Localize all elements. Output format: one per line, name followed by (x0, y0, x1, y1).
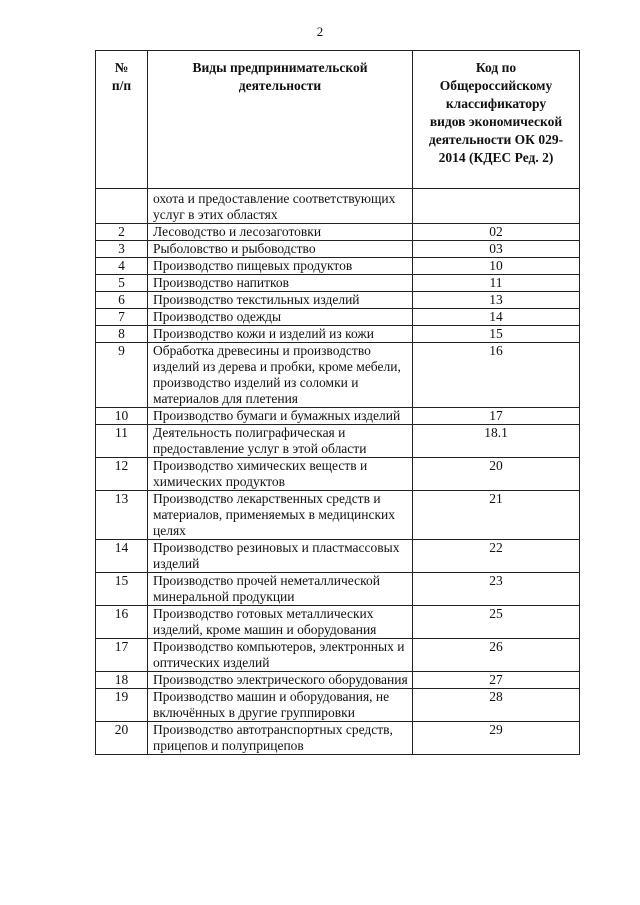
table-row (96, 573, 580, 606)
table-row (96, 672, 580, 689)
table-row (96, 241, 580, 258)
row-activity-code: 17 (413, 408, 580, 425)
header-activity: Виды предпринимательской деятельности (148, 51, 413, 189)
table-row (96, 689, 580, 722)
row-activity-name: Производство текстильных изделий (148, 292, 413, 309)
row-number: 10 (96, 408, 148, 425)
row-activity-name: Производство бумаги и бумажных изделий (148, 408, 413, 425)
table-row (96, 292, 580, 309)
header-code: Код по Общероссийскому классификатору видов экономической деятельности ОК 029-2014 (КДЕС Ред. 2) (413, 51, 580, 189)
row-activity-code: 20 (413, 458, 580, 491)
table-body (96, 189, 580, 755)
row-activity-name: Лесоводство и лесозаготовки (148, 224, 413, 241)
row-activity-name: Производство кожи и изделий из кожи (148, 326, 413, 343)
row-number: 11 (96, 425, 148, 458)
row-number: 3 (96, 241, 148, 258)
table-row (96, 425, 580, 458)
row-activity-code: 23 (413, 573, 580, 606)
row-number: 14 (96, 540, 148, 573)
row-number: 2 (96, 224, 148, 241)
row-activity-name: Производство напитков (148, 275, 413, 292)
row-activity-name: Производство пищевых продуктов (148, 258, 413, 275)
table-row (96, 408, 580, 425)
row-activity-name: Производство прочей неметаллической минеральной продукции (148, 573, 413, 606)
row-number: 20 (96, 722, 148, 755)
row-number: 7 (96, 309, 148, 326)
row-activity-code: 25 (413, 606, 580, 639)
row-activity-code: 14 (413, 309, 580, 326)
row-activity-name: Производство автотранспортных средств, прицепов и полуприцепов (148, 722, 413, 755)
row-activity-name: Производство одежды (148, 309, 413, 326)
row-number (96, 189, 148, 224)
row-number: 13 (96, 491, 148, 540)
row-activity-name: Производство лекарственных средств и материалов, применяемых в медицинских целях (148, 491, 413, 540)
row-activity-code: 26 (413, 639, 580, 672)
row-number: 15 (96, 573, 148, 606)
row-activity-code: 03 (413, 241, 580, 258)
table-row (96, 606, 580, 639)
table-header-row (96, 51, 580, 189)
page-number: 2 (316, 24, 324, 39)
row-number: 8 (96, 326, 148, 343)
row-number: 16 (96, 606, 148, 639)
table-row (96, 722, 580, 755)
row-activity-code: 29 (413, 722, 580, 755)
row-activity-name: Рыболовство и рыбоводство (148, 241, 413, 258)
table-row (96, 326, 580, 343)
row-activity-name: Производство электрического оборудования (148, 672, 413, 689)
activity-codes-table (95, 50, 580, 755)
row-number: 5 (96, 275, 148, 292)
row-activity-code: 28 (413, 689, 580, 722)
row-activity-name: Производство готовых металлических изделий, кроме машин и оборудования (148, 606, 413, 639)
row-activity-name: Производство химических веществ и химических продуктов (148, 458, 413, 491)
row-activity-name: Обработка древесины и производство изделий из дерева и пробки, кроме мебели, производство изделий из соломки и материалов для плетения (148, 343, 413, 408)
table-row (96, 458, 580, 491)
row-number: 18 (96, 672, 148, 689)
row-number: 19 (96, 689, 148, 722)
row-activity-code: 21 (413, 491, 580, 540)
table-row (96, 224, 580, 241)
row-activity-code: 11 (413, 275, 580, 292)
row-activity-code: 18.1 (413, 425, 580, 458)
row-activity-name: Производство компьютеров, электронных и оптических изделий (148, 639, 413, 672)
row-number: 4 (96, 258, 148, 275)
row-number: 9 (96, 343, 148, 408)
row-activity-code: 27 (413, 672, 580, 689)
table-row (96, 491, 580, 540)
row-activity-name: Деятельность полиграфическая и предоставление услуг в этой области (148, 425, 413, 458)
table-row (96, 540, 580, 573)
table-row (96, 189, 580, 224)
row-number: 17 (96, 639, 148, 672)
table-row (96, 639, 580, 672)
row-activity-code: 13 (413, 292, 580, 309)
row-activity-code (413, 189, 580, 224)
row-number: 12 (96, 458, 148, 491)
row-number: 6 (96, 292, 148, 309)
table-row (96, 309, 580, 326)
row-activity-code: 22 (413, 540, 580, 573)
table-row (96, 275, 580, 292)
header-number: № п/п (96, 51, 148, 189)
row-activity-code: 02 (413, 224, 580, 241)
row-activity-name: Производство резиновых и пластмассовых изделий (148, 540, 413, 573)
row-activity-code: 10 (413, 258, 580, 275)
row-activity-name: охота и предоставление соответствующих услуг в этих областях (148, 189, 413, 224)
row-activity-name: Производство машин и оборудования, не включённых в другие группировки (148, 689, 413, 722)
table-row (96, 343, 580, 408)
row-activity-code: 16 (413, 343, 580, 408)
table-row (96, 258, 580, 275)
row-activity-code: 15 (413, 326, 580, 343)
